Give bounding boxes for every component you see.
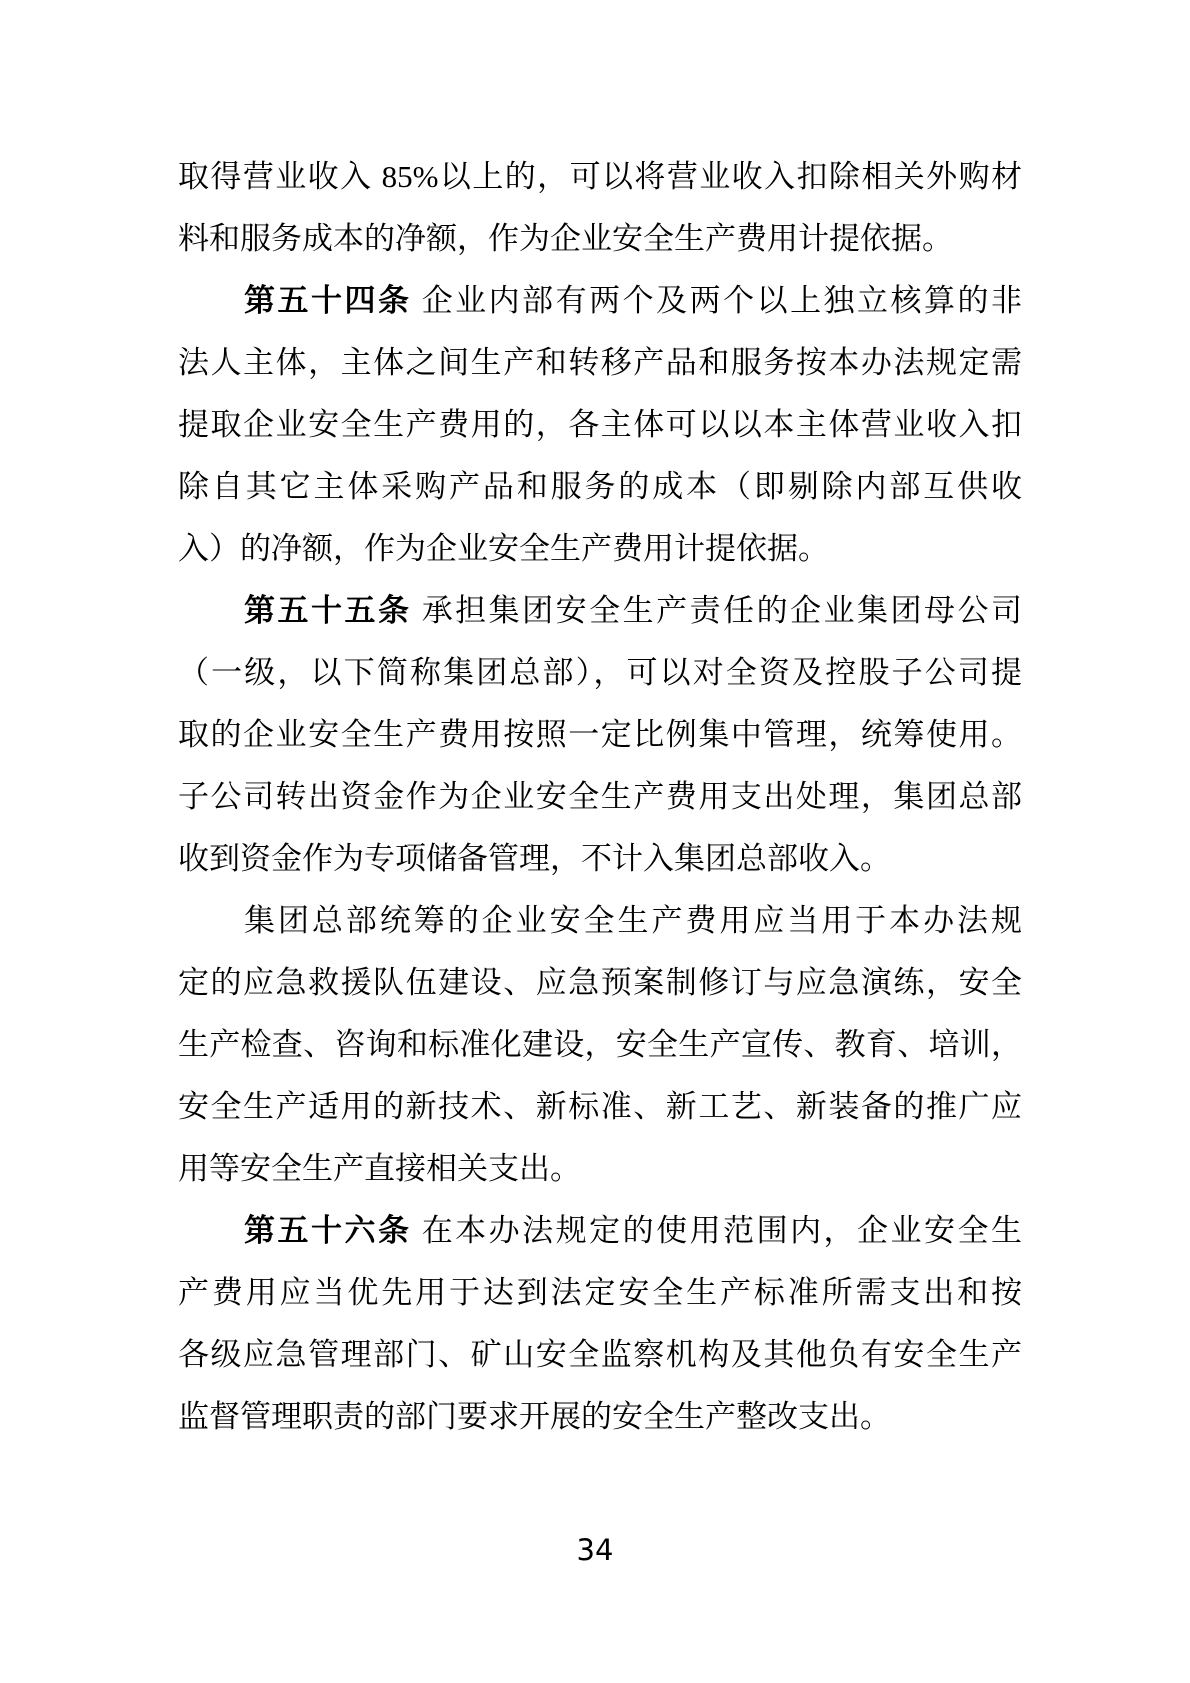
- text-line: [178, 766, 1022, 828]
- text-run: 子公司转出资金作为企业安全生产费用支出处理，集团总部: [178, 779, 1022, 814]
- text-line: [178, 580, 1022, 642]
- text-line: [178, 890, 1022, 952]
- text-run: 料和服务成本的净额，作为企业安全生产费用计提依据。: [178, 221, 953, 256]
- text-run: 提取企业安全生产费用的，各主体可以以本主体营业收入扣: [178, 407, 1022, 442]
- text-run: 取的企业安全生产费用按照一定比例集中管理，统筹使用。: [178, 717, 1022, 752]
- text-line: [178, 1324, 1022, 1386]
- text-run: 安全生产适用的新技术、新标准、新工艺、新装备的推广应: [178, 1089, 1022, 1124]
- text-line: [178, 642, 1022, 704]
- text-line: [178, 456, 1022, 518]
- text-run: 收到资金作为专项储备管理，不计入集团总部收入。: [178, 841, 891, 876]
- text-line: [178, 208, 1022, 270]
- text-line: [178, 952, 1022, 1014]
- text-line: [178, 1262, 1022, 1324]
- text-line: [178, 394, 1022, 456]
- article-heading: 第五十六条: [244, 1213, 412, 1248]
- article-heading: 第五十五条: [244, 593, 412, 628]
- text-line: [178, 704, 1022, 766]
- text-run: 企业内部有两个及两个以上独立核算的非: [411, 283, 1023, 318]
- text-run: 监督管理职责的部门要求开展的安全生产整改支出。: [178, 1399, 891, 1434]
- text-run: 定的应急救援队伍建设、应急预案制修订与应急演练，安全: [178, 965, 1022, 1000]
- text-run: 入）的净额，作为企业安全生产费用计提依据。: [178, 531, 829, 566]
- text-run: 用等安全生产直接相关支出。: [178, 1151, 581, 1186]
- text-line: [178, 146, 1022, 208]
- text-line: [178, 1200, 1022, 1262]
- text-line: [178, 1076, 1022, 1138]
- text-run: 除自其它主体采购产品和服务的成本（即剔除内部互供收: [178, 469, 1022, 504]
- text-line: [178, 332, 1022, 394]
- text-run: （一级，以下简称集团总部），可以对全资及控股子公司提: [178, 655, 1022, 690]
- article-heading: 第五十四条: [244, 283, 412, 318]
- page-number: 34: [576, 1533, 614, 1567]
- text-run: 在本办法规定的使用范围内，企业安全生: [411, 1213, 1023, 1248]
- text-line: [178, 270, 1022, 332]
- text-run: 各级应急管理部门、矿山安全监察机构及其他负有安全生产: [178, 1337, 1022, 1372]
- text-run: 产费用应当优先用于达到法定安全生产标准所需支出和按: [178, 1275, 1022, 1310]
- text-run: 法人主体，主体之间生产和转移产品和服务按本办法规定需: [178, 345, 1022, 380]
- text-line: [178, 1138, 1022, 1200]
- text-line: [178, 1386, 1022, 1448]
- text-run: 取得营业收入 85%以上的，可以将营业收入扣除相关外购材: [178, 159, 1022, 194]
- text-run: 承担集团安全生产责任的企业集团母公司: [411, 593, 1023, 628]
- document-body: [178, 146, 1022, 1448]
- text-run: 生产检查、咨询和标准化建设，安全生产宣传、教育、培训，: [178, 1027, 1022, 1062]
- text-line: [178, 828, 1022, 890]
- text-line: [178, 518, 1022, 580]
- text-line: [178, 1014, 1022, 1076]
- text-run: 集团总部统筹的企业安全生产费用应当用于本办法规: [244, 903, 1022, 938]
